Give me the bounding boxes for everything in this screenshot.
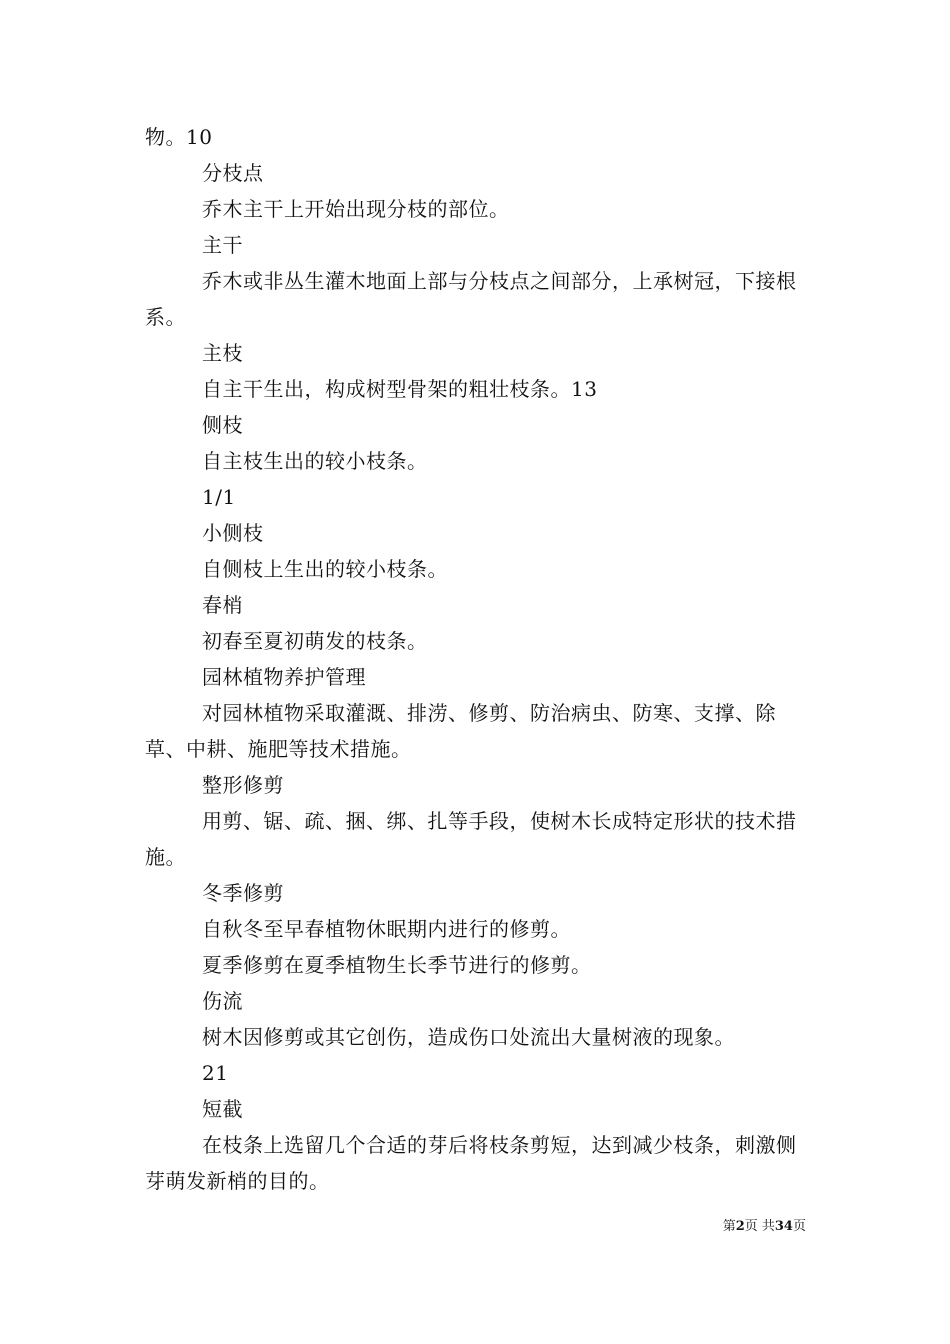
term-definition: 对园林植物采取灌溉、排涝、修剪、防治病虫、防寒、支撑、除草、中耕、施肥等技术措施。 bbox=[145, 701, 776, 761]
term-definition: 在枝条上选留几个合适的芽后将枝条剪短，达到减少枝条，刺激侧芽萌发新梢的目的。 bbox=[145, 1133, 797, 1193]
term-definition: 自秋冬至早春植物休眠期内进行的修剪。 bbox=[202, 917, 571, 941]
term-definition: 用剪、锯、疏、捆、绑、扎等手段，使树木长成特定形状的技术措施。 bbox=[145, 809, 797, 869]
term-heading: 分枝点 bbox=[202, 161, 264, 185]
term-heading: 主枝 bbox=[202, 341, 243, 365]
term-heading: 冬季修剪 bbox=[202, 881, 284, 905]
paragraph-continuation: 物。10 bbox=[145, 125, 213, 149]
term-heading: 侧枝 bbox=[202, 413, 243, 437]
term-heading: 园林植物养护管理 bbox=[202, 665, 366, 689]
term-heading: 伤流 bbox=[202, 989, 243, 1013]
term-definition: 自主枝生出的较小枝条。 bbox=[202, 449, 428, 473]
term-heading: 春梢 bbox=[202, 593, 243, 617]
current-page-number: 2 bbox=[735, 1219, 745, 1234]
term-definition: 乔木主干上开始出现分枝的部位。 bbox=[202, 197, 510, 221]
term-heading: 整形修剪 bbox=[202, 773, 284, 797]
footer-middle: 页 共 bbox=[744, 1219, 775, 1234]
term-definition: 夏季修剪在夏季植物生长季节进行的修剪。 bbox=[202, 953, 592, 977]
term-heading: 短截 bbox=[202, 1097, 243, 1121]
term-definition: 乔木或非丛生灌木地面上部与分枝点之间部分，上承树冠，下接根系。 bbox=[145, 269, 797, 329]
term-heading: 小侧枝 bbox=[202, 521, 264, 545]
term-definition: 初春至夏初萌发的枝条。 bbox=[202, 629, 428, 653]
body-text bbox=[145, 119, 807, 1199]
page-footer bbox=[723, 1218, 806, 1236]
footer-suffix: 页 bbox=[792, 1219, 806, 1234]
total-page-count: 34 bbox=[774, 1219, 793, 1234]
term-heading: 主干 bbox=[202, 233, 243, 257]
term-definition: 自侧枝上生出的较小枝条。 bbox=[202, 557, 448, 581]
footer-prefix: 第 bbox=[722, 1219, 736, 1234]
page-marker: 1/1 bbox=[202, 485, 236, 509]
term-definition: 自主干生出，构成树型骨架的粗壮枝条。13 bbox=[202, 377, 598, 401]
page-marker: 21 bbox=[202, 1061, 229, 1085]
term-definition: 树木因修剪或其它创伤，造成伤口处流出大量树液的现象。 bbox=[202, 1025, 735, 1049]
